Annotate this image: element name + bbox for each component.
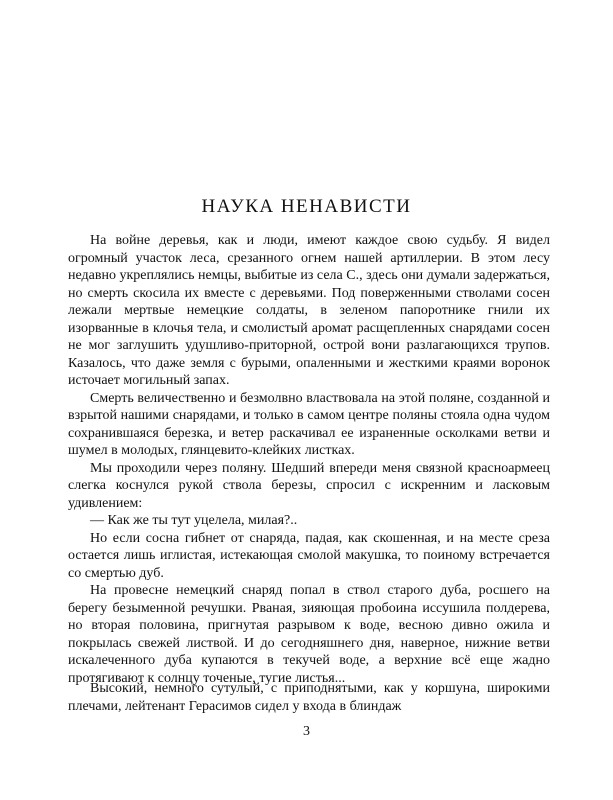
chapter-title: НАУКА НЕНАВИСТИ	[201, 196, 412, 217]
paragraph: Но если сосна гибнет от снаряда, падая, как скошенная, и на месте среза остается лишь иглистая, истекающая смолой макушка, то поиному встречается со смертью дуб.	[68, 530, 550, 581]
paragraph: Мы проходили через поляну. Шедший впереди меня связной красноармеец слегка коснулся рукой ствола березы, спросил с искренним и ласковым удивлением:	[68, 460, 550, 511]
paragraph: Высокий, немного сутулый, с приподнятыми, как у коршуна, широкими плечами, лейтенант Герасимов сидел у входа в блиндаж	[68, 681, 550, 714]
paragraph: — Как же ты тут уцелела, милая?..	[90, 513, 298, 528]
page-number: 3	[303, 724, 310, 739]
paragraph: На провесне немецкий снаряд попал в ствол старого дуба, росшего на берегу безыменной речушки. Рваная, зияющая пробоина иссушила полдерева, но вторая половина, пригнутая разрывом к воде, весною дивно ожила и покрылась свежей листвой. И до сегодняшнего дня, наверное, нижние ветви искалеченного дуба купаются в текучей воде, а верхние всё еще жадно протягивают к солнцу точеные, тугие листья...	[68, 583, 550, 686]
continuation-text-block	[68, 680, 550, 715]
paragraph: Смерть величественно и безмолвно властвовала на этой поляне, созданной и взрытой нашими снарядами, и только в самом центре поляны стояла одна чудом сохранившаяся березка, и ветер раскачивал ее израненные осколками ветви и шумел в молодых, глянцевито-клейких листках.	[68, 390, 550, 458]
paragraph: На войне деревья, как и люди, имеют каждое свою судьбу. Я видел огромный участок леса, срезанного огнем нашей артиллерии. В этом лесу недавно укреплялись немцы, выбитые из села С., здесь они думали задержаться, но смерть скосила их вместе с деревьями. Под поверженными стволами сосен лежали мертвые немецкие солдаты, в зеленом папоротнике гнили их изорванные в клочья тела, и смолистый аромат расщепленных снарядами сосен не мог заглушить удушливо-приторной, острой вони разлагающихся трупов. Казалось, что даже земля с бурыми, опаленными и жесткими краями воронок источает могильный запах.	[68, 233, 550, 388]
main-text-block	[68, 232, 550, 687]
